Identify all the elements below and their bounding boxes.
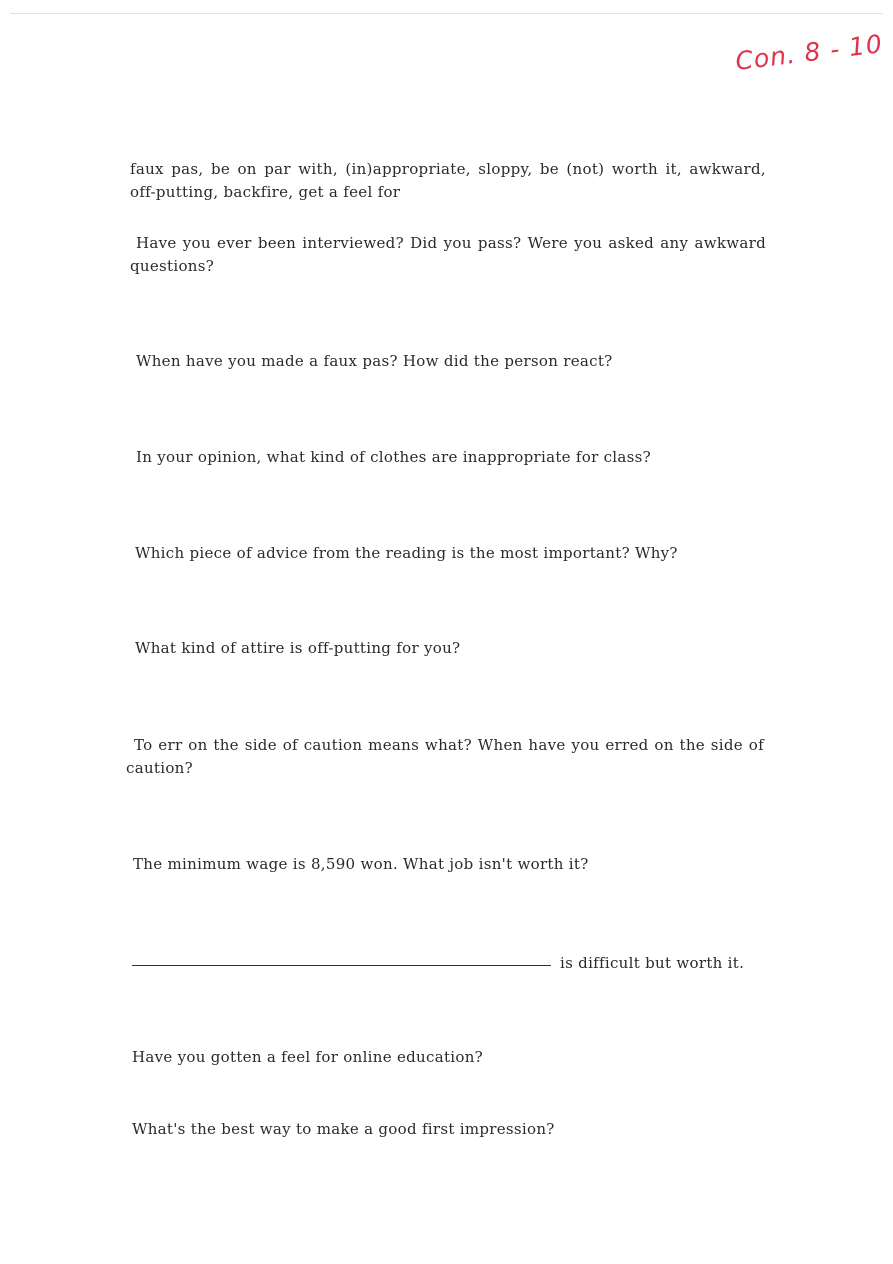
top-rule <box>10 13 883 14</box>
question-interviewed: Have you ever been interviewed? Did you pass? Were you asked any awkward questions? <box>130 234 766 275</box>
question-err-caution: To err on the side of caution means what? When have you erred on the side of caution? <box>126 736 764 777</box>
question-attire: What kind of attire is off-putting for you? <box>135 639 461 657</box>
fill-in-blank[interactable] <box>132 965 551 966</box>
question-faux-pas: When have you made a faux pas? How did the person react? <box>136 352 613 370</box>
question-minimum-wage: The minimum wage is 8,590 won. What job isn't worth it? <box>133 855 589 873</box>
question-inappropriate-clothes: In your opinion, what kind of clothes are inappropriate for class? <box>136 448 651 466</box>
question-online-education: Have you gotten a feel for online education? <box>132 1048 484 1066</box>
handwritten-annotation: Con. 8 - 10 <box>733 29 885 76</box>
vocabulary-list: faux pas, be on par with, (in)appropriate, sloppy, be (not) worth it, awkward, off-putting, backfire, get a feel for <box>130 160 766 201</box>
question-advice: Which piece of advice from the reading is the most important? Why? <box>135 544 678 562</box>
question-first-impression: What's the best way to make a good first impression? <box>132 1120 555 1138</box>
fill-in-suffix: is difficult but worth it. <box>560 954 745 972</box>
